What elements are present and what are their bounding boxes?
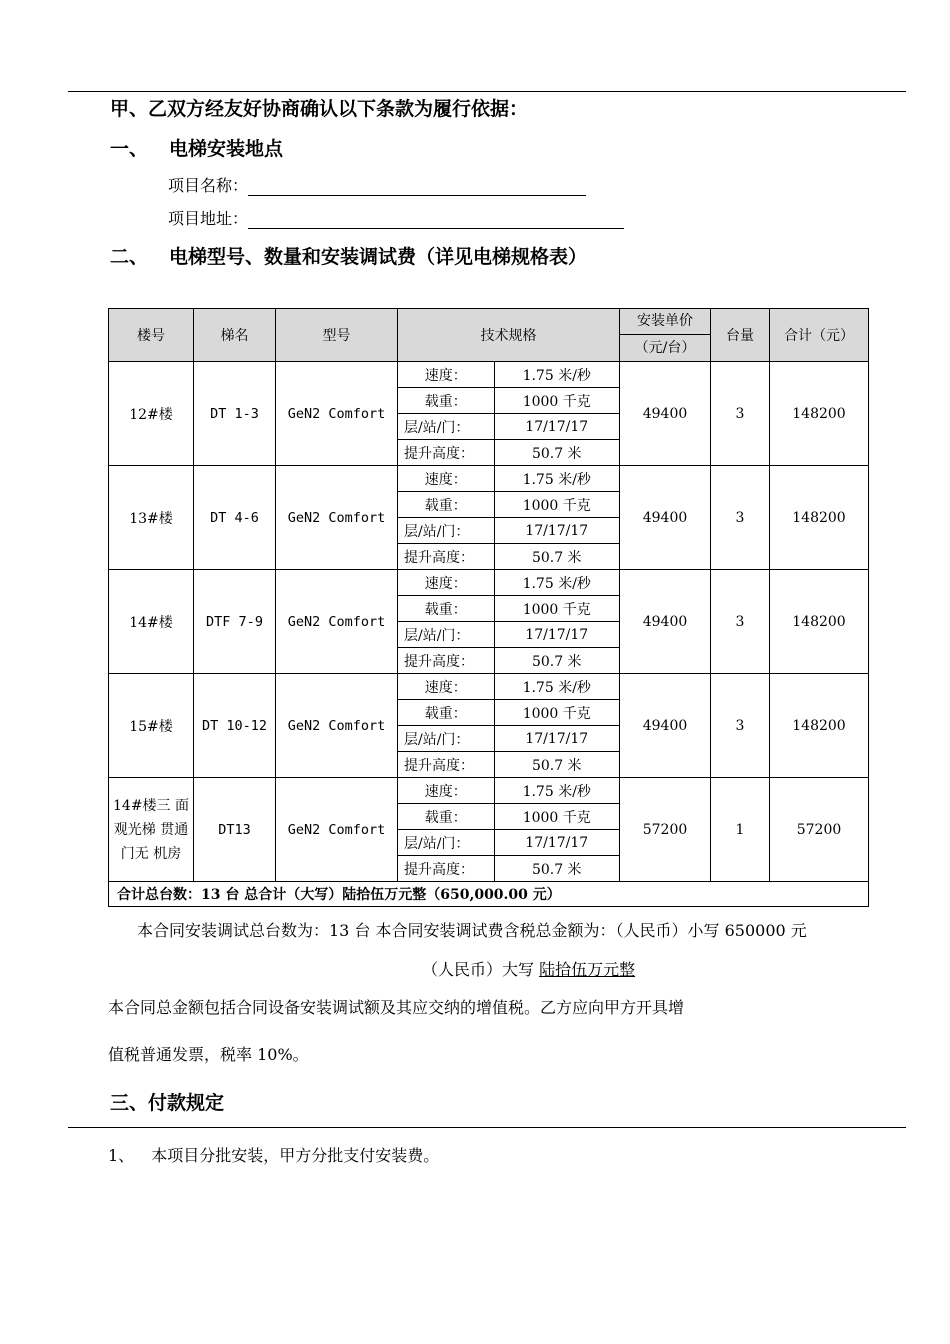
cell-quantity: 3 bbox=[711, 674, 770, 778]
cell-total: 148200 bbox=[770, 466, 869, 570]
section-2-title: 电梯型号、数量和安装调试费（详见电梯规格表） bbox=[169, 246, 588, 268]
spec-value: 1.75 米/秒 bbox=[494, 362, 619, 388]
spec-key: 载重： bbox=[398, 700, 494, 726]
project-name-field[interactable] bbox=[248, 177, 586, 196]
cell-model: GeN2 Comfort bbox=[276, 570, 398, 674]
spec-value: 1.75 米/秒 bbox=[494, 466, 619, 492]
spec-subtable bbox=[398, 466, 619, 569]
cell-elevator: DT 1-3 bbox=[194, 362, 276, 466]
cell-unit-price: 49400 bbox=[620, 466, 711, 570]
spec-value: 17/17/17 bbox=[494, 726, 619, 752]
spec-key: 层/站/门： bbox=[398, 414, 494, 440]
section-3-title: 三、付款规定 bbox=[110, 1092, 225, 1114]
table-summary-row bbox=[109, 882, 869, 907]
cell-model: GeN2 Comfort bbox=[276, 778, 398, 882]
cell-quantity: 3 bbox=[711, 570, 770, 674]
spec-value: 17/17/17 bbox=[494, 518, 619, 544]
paragraph-amount-words bbox=[422, 957, 635, 980]
cell-spec bbox=[398, 674, 620, 778]
spec-key: 载重： bbox=[398, 804, 494, 830]
payment-item-1 bbox=[108, 1143, 439, 1166]
cell-building: 13#楼 bbox=[109, 466, 194, 570]
intro-heading: 甲、乙双方经友好协商确认以下条款为履行依据： bbox=[110, 98, 529, 120]
spec-key: 速度： bbox=[398, 674, 494, 700]
table-summary: 合计总台数：13 台 总合计（大写）陆拾伍万元整（650,000.00 元） bbox=[109, 882, 869, 907]
cell-total: 148200 bbox=[770, 570, 869, 674]
spec-key: 载重： bbox=[398, 596, 494, 622]
spec-key: 提升高度： bbox=[398, 752, 494, 778]
elevator-spec-table bbox=[108, 308, 869, 907]
table-row bbox=[109, 570, 869, 674]
table-header-row bbox=[109, 309, 869, 362]
cell-building: 15#楼 bbox=[109, 674, 194, 778]
cell-spec bbox=[398, 778, 620, 882]
table-row bbox=[109, 674, 869, 778]
spec-key: 速度： bbox=[398, 362, 494, 388]
header-elevator: 梯名 bbox=[194, 309, 276, 362]
project-name-row bbox=[168, 173, 586, 196]
spec-value: 1000 千克 bbox=[494, 700, 619, 726]
spec-value: 1.75 米/秒 bbox=[494, 570, 619, 596]
spec-key: 层/站/门： bbox=[398, 726, 494, 752]
spec-value: 1000 千克 bbox=[494, 492, 619, 518]
cell-quantity: 3 bbox=[711, 466, 770, 570]
cell-unit-price: 49400 bbox=[620, 674, 711, 778]
spec-key: 速度： bbox=[398, 778, 494, 804]
spec-key: 载重： bbox=[398, 388, 494, 414]
cell-building: 12#楼 bbox=[109, 362, 194, 466]
spec-value: 1000 千克 bbox=[494, 804, 619, 830]
cell-elevator: DTF 7-9 bbox=[194, 570, 276, 674]
spec-key: 速度： bbox=[398, 466, 494, 492]
cell-elevator: DT13 bbox=[194, 778, 276, 882]
spec-value: 50.7 米 bbox=[531, 445, 582, 462]
cell-spec bbox=[398, 362, 620, 466]
section-3-rule bbox=[68, 1127, 906, 1128]
header-spec: 技术规格 bbox=[398, 309, 620, 362]
spec-key: 载重： bbox=[398, 492, 494, 518]
cell-model: GeN2 Comfort bbox=[276, 466, 398, 570]
spec-value: 50.7 米 bbox=[531, 549, 582, 566]
cell-total: 57200 bbox=[770, 778, 869, 882]
spec-value: 50.7 米 bbox=[531, 757, 582, 774]
spec-value: 1000 千克 bbox=[494, 596, 619, 622]
cell-building: 14#楼三 面观光梯 贯通门无 机房 bbox=[109, 778, 194, 882]
spec-subtable bbox=[398, 362, 619, 465]
cell-building: 14#楼 bbox=[109, 570, 194, 674]
paragraph-total-units: 本合同安装调试总台数为：13 台 本合同安装调试费含税总金额为：（人民币）小写 650000 元 bbox=[137, 921, 807, 940]
spec-subtable bbox=[398, 570, 619, 673]
spec-value: 50.7 米 bbox=[531, 861, 582, 878]
spec-value: 50.7 米 bbox=[531, 653, 582, 670]
spec-key: 提升高度： bbox=[398, 856, 494, 882]
spec-value: 1.75 米/秒 bbox=[494, 778, 619, 804]
spec-subtable bbox=[398, 778, 619, 881]
paragraph-vat-1: 本合同总金额包括合同设备安装调试额及其应交纳的增值税。乙方应向甲方开具增 bbox=[108, 998, 685, 1017]
spec-key: 层/站/门： bbox=[398, 622, 494, 648]
header-unit-price bbox=[620, 309, 711, 362]
cell-unit-price: 49400 bbox=[620, 570, 711, 674]
spec-value: 17/17/17 bbox=[494, 622, 619, 648]
section-1-title: 电梯安装地点 bbox=[169, 138, 284, 160]
cell-spec bbox=[398, 466, 620, 570]
header-price-line2: （元/台） bbox=[634, 340, 696, 356]
table-row bbox=[109, 362, 869, 466]
spec-value: 1.75 米/秒 bbox=[494, 674, 619, 700]
table-row bbox=[109, 466, 869, 570]
spec-key: 提升高度： bbox=[398, 544, 494, 570]
table-row bbox=[109, 778, 869, 882]
cell-spec bbox=[398, 570, 620, 674]
header-quantity: 台量 bbox=[711, 309, 770, 362]
project-address-row bbox=[168, 206, 624, 229]
cell-elevator: DT 10-12 bbox=[194, 674, 276, 778]
spec-subtable bbox=[398, 674, 619, 777]
spec-value: 17/17/17 bbox=[494, 830, 619, 856]
header-total: 合计（元） bbox=[770, 309, 869, 362]
spec-key: 层/站/门： bbox=[398, 830, 494, 856]
spec-value: 1000 千克 bbox=[494, 388, 619, 414]
amount-words-value: 陆拾伍万元整 bbox=[539, 960, 636, 979]
cell-quantity: 3 bbox=[711, 362, 770, 466]
amount-words-prefix: （人民币）大写 bbox=[422, 960, 535, 979]
payment-item-text: 本项目分批安装，甲方分批支付安装费。 bbox=[151, 1146, 440, 1165]
paragraph-vat-2: 值税普通发票，税率 10%。 bbox=[108, 1045, 309, 1064]
cell-elevator: DT 4-6 bbox=[194, 466, 276, 570]
cell-quantity: 1 bbox=[711, 778, 770, 882]
spec-key: 提升高度： bbox=[398, 440, 494, 466]
project-address-label: 项目地址： bbox=[168, 209, 249, 228]
cell-unit-price: 49400 bbox=[620, 362, 711, 466]
cell-total: 148200 bbox=[770, 362, 869, 466]
top-rule bbox=[68, 91, 906, 92]
header-building: 楼号 bbox=[109, 309, 194, 362]
cell-unit-price: 57200 bbox=[620, 778, 711, 882]
spec-key: 速度： bbox=[398, 570, 494, 596]
cell-model: GeN2 Comfort bbox=[276, 362, 398, 466]
section-2-number: 二、 bbox=[110, 246, 149, 268]
spec-key: 提升高度： bbox=[398, 648, 494, 674]
payment-item-number: 1、 bbox=[108, 1146, 135, 1165]
spec-value: 17/17/17 bbox=[494, 414, 619, 440]
spec-key: 层/站/门： bbox=[398, 518, 494, 544]
cell-model: GeN2 Comfort bbox=[276, 674, 398, 778]
project-name-label: 项目名称： bbox=[168, 176, 249, 195]
section-1-number: 一、 bbox=[110, 138, 149, 160]
project-address-field[interactable] bbox=[248, 210, 624, 229]
cell-total: 148200 bbox=[770, 674, 869, 778]
header-price-line1: 安装单价 bbox=[620, 309, 710, 335]
header-model: 型号 bbox=[276, 309, 398, 362]
